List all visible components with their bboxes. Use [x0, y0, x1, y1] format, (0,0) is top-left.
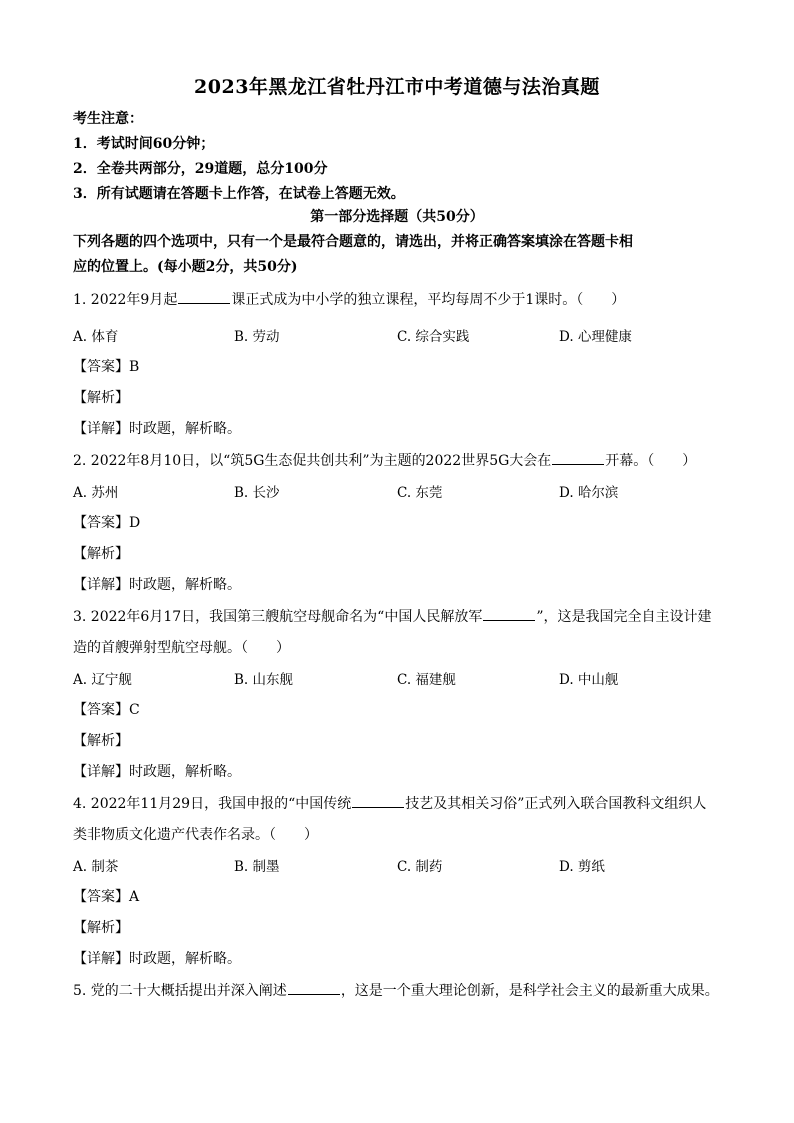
section-instruction-2: 应的位置上。(每小题2分，共50分)	[73, 259, 298, 275]
option-d: D. 中山舰	[559, 672, 619, 688]
option-d: D. 心理健康	[559, 329, 632, 345]
option-b: B. 劳动	[234, 329, 280, 345]
question-1: 1. 2022年9月起 课正式成为中小学的独立课程，平均每周不少于1课时。（ ）	[73, 289, 625, 309]
detail-line: 【详解】时政题，解析略。	[73, 421, 241, 437]
analysis-label: 【解析】	[73, 546, 129, 562]
question-2: 2. 2022年8月10日，以“筑5G生态促共创共利”为主题的2022世界5G大会在 开幕。（ ）	[73, 450, 696, 470]
analysis-label: 【解析】	[73, 390, 129, 406]
option-b: B. 制墨	[234, 859, 280, 875]
option-c: C. 制药	[397, 859, 443, 875]
option-b: B. 山东舰	[234, 672, 294, 688]
question-3-cont: 造的首艘弹射型航空母舰。（ ）	[73, 640, 290, 656]
analysis-label: 【解析】	[73, 733, 129, 749]
note-item-2: 2．全卷共两部分，29道题，总分100分	[73, 161, 328, 177]
option-a: A. 制茶	[73, 859, 119, 875]
detail-line: 【详解】时政题，解析略。	[73, 764, 241, 780]
option-a: A. 体育	[73, 329, 119, 345]
note-item-3: 3．所有试题请在答题卡上作答，在试卷上答题无效。	[73, 186, 405, 202]
answer-blank	[552, 450, 604, 465]
option-c: C. 综合实践	[397, 329, 470, 345]
answer-blank	[288, 980, 340, 995]
answer-blank	[352, 793, 404, 808]
note-item-1: 1．考试时间60分钟；	[73, 136, 215, 152]
answer-line: 【答案】B	[73, 359, 140, 375]
option-a: A. 苏州	[73, 485, 119, 501]
option-c: C. 福建舰	[397, 672, 456, 688]
answer-blank	[178, 289, 230, 304]
answer-line: 【答案】C	[73, 702, 140, 718]
option-c: C. 东莞	[397, 485, 443, 501]
question-4-cont: 类非物质文化遗产代表作名录。（ ）	[73, 827, 318, 843]
detail-line: 【详解】时政题，解析略。	[73, 951, 241, 967]
answer-line: 【答案】A	[73, 889, 140, 905]
notes-heading: 考生注意：	[73, 111, 143, 127]
question-4: 4. 2022年11月29日，我国申报的“中国传统 技艺及其相关习俗”正式列入联合国教科文组织人	[73, 793, 706, 813]
option-d: D. 哈尔滨	[559, 485, 619, 501]
option-d: D. 剪纸	[559, 859, 605, 875]
question-3: 3. 2022年6月17日，我国第三艘航空母舰命名为“中国人民解放军 ”，这是我国完全自主设计建	[73, 606, 712, 626]
option-b: B. 长沙	[234, 485, 280, 501]
page-title: 2023年黑龙江省牡丹江市中考道德与法治真题	[194, 76, 600, 98]
section-instruction-1: 下列各题的四个选项中，只有一个是最符合题意的，请选出，并将正确答案填涂在答题卡相	[73, 234, 633, 250]
answer-blank	[483, 606, 535, 621]
answer-line: 【答案】D	[73, 515, 141, 531]
section-title: 第一部分选择题（共50分）	[310, 209, 484, 225]
question-5: 5. 党的二十大概括提出并深入阐述 ，这是一个重大理论创新，是科学社会主义的最新重大成果。	[73, 980, 719, 1000]
option-a: A. 辽宁舰	[73, 672, 132, 688]
analysis-label: 【解析】	[73, 920, 129, 936]
detail-line: 【详解】时政题，解析略。	[73, 577, 241, 593]
